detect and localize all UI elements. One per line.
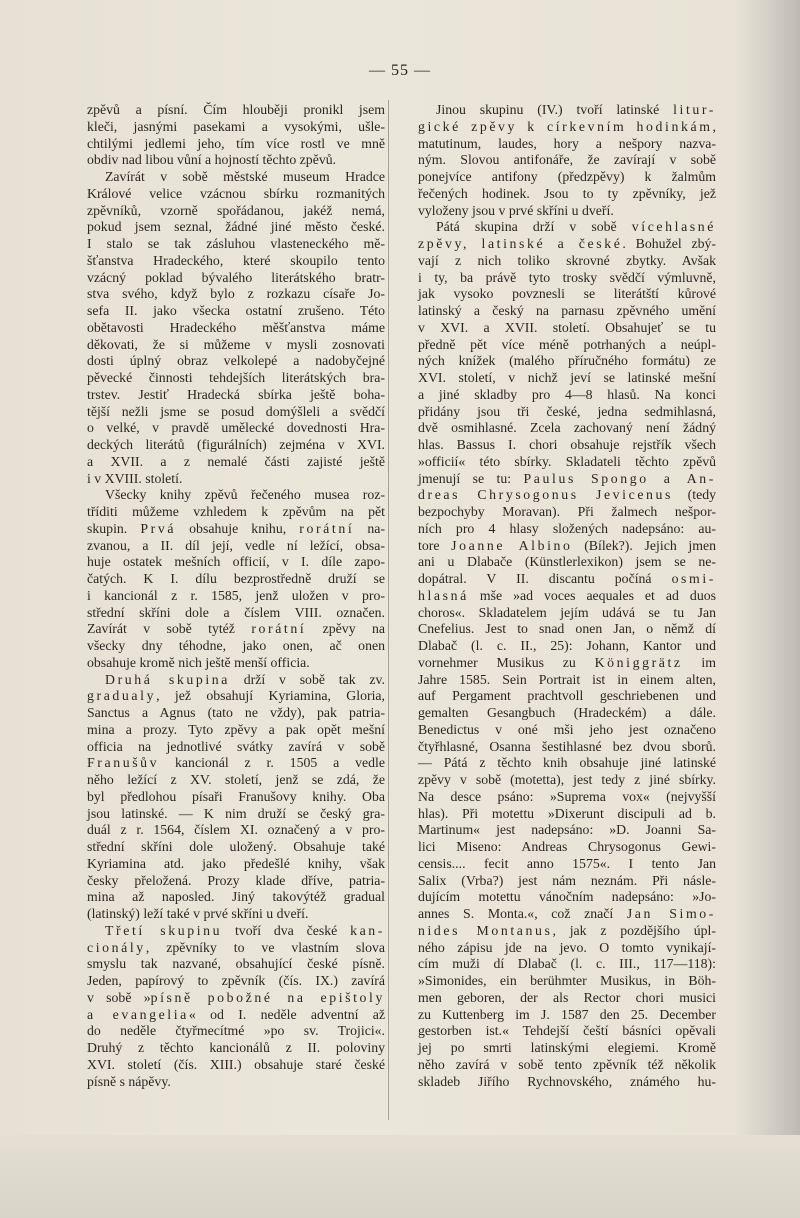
text-segment: mše »ad voces aequales et ad duos — [468, 587, 716, 603]
text-segment: , — [712, 118, 716, 134]
text-segment: tvoří dva české — [222, 922, 351, 938]
text-segment: zpěvy na — [306, 621, 385, 637]
text-segment: tore — [418, 537, 452, 553]
paragraph — [418, 219, 716, 1090]
text-line: — Pátá z těchto knih obsahuje jiné latinské — [418, 755, 716, 771]
text-line: obdiv nad libou vůní a hojností těchto zpěvů. — [87, 152, 337, 168]
text-line: zpěvy v sobě (motetta), jest tedy z jiné sbírky. — [418, 772, 716, 787]
text-line: hlas. Bassus I. chori obsahuje rejstřík všech — [418, 437, 716, 452]
text-line: obětavosti Hradeckého měšťanstva máme — [87, 319, 385, 335]
text-line: lici Miseno: Andreas Chrysogonus Gewi- — [418, 839, 716, 854]
text-line: officia na jednotlivé svátky zavírá v sobě — [87, 738, 385, 754]
text-segment: Jinou skupinu (IV.) tvoří latinské — [436, 102, 674, 117]
text-segment: kancionál z r. 1505 a vedle — [159, 755, 385, 771]
spaced-emphasis: vícehlasné — [631, 219, 716, 235]
spaced-emphasis: rorátní — [251, 621, 307, 637]
text-line: a XVII. a z nemalé části zajisté ještě — [87, 453, 385, 469]
text-line: skladeb Jiřího Rychnovského, známého hu- — [418, 1073, 716, 1089]
spaced-emphasis: nides Montanus — [418, 922, 553, 938]
text-line: bezpochyby Moravan). Při žalmech nešpor- — [418, 504, 716, 519]
text-line — [87, 672, 385, 689]
text-line: děkovati, že si můžeme v mysli zosnovati — [87, 336, 385, 352]
text-segment: v sobě » — [87, 989, 151, 1005]
text-line: předně pět více méně potrhaných a neúpl- — [418, 336, 716, 352]
left-column — [87, 102, 385, 1090]
text-line: hlas). Při motettu »Dixerunt discipuli ad b. — [418, 805, 716, 821]
spaced-emphasis: Jan Simo- — [626, 906, 716, 921]
text-line — [418, 236, 716, 253]
spaced-emphasis: gické zpěvy k církevním hodinkám — [418, 118, 713, 134]
text-line: Martinum« jest nadepsáno: »D. Joanni Sa- — [418, 822, 716, 838]
spaced-emphasis: Prvá — [140, 520, 177, 536]
text-line: vají z nich toliko skrovné zbytky. Avšak — [418, 252, 716, 268]
text-line: tříditi můžeme vzhledem k zpěvům na pět — [87, 504, 385, 519]
text-line: vzácný poklad bývalého literátského bratr- — [87, 269, 385, 285]
text-line: i v XVIII. století. — [87, 470, 183, 486]
text-line: Salix (Vrba?) jest nám neznám. Při násle- — [418, 872, 716, 888]
text-line: do neděle čtyřmecítmé »po sv. Trojici«. — [87, 1023, 385, 1039]
text-line: duál z r. 1564, číslem XI. označený a v pro- — [87, 822, 385, 838]
text-line: ponejvíce antifony (předzpěvy) k žalmům — [418, 169, 716, 184]
text-line — [87, 923, 385, 940]
text-line: smyslu tak nazvané, obsahující české písně. — [87, 956, 385, 972]
spaced-emphasis: hlasná — [418, 587, 469, 603]
text-line: ných knížek (malého příručného formátu) ze — [418, 353, 716, 369]
text-line: i ty, ba právě tyto trosky svědčí výmluvně, — [418, 269, 716, 285]
text-line — [87, 1007, 385, 1024]
text-line — [418, 102, 716, 119]
spaced-emphasis: Třetí skupinu — [105, 922, 223, 938]
paragraph — [87, 923, 385, 1091]
text-line: Všecky knihy zpěvů řečeného musea roz- — [105, 487, 385, 503]
text-line — [418, 471, 716, 488]
text-line: mina a prozy. Tyto zpěvy a pak opět mešní — [87, 721, 385, 737]
text-segment: Zavírát v sobě tytéž — [87, 621, 252, 637]
spaced-emphasis: rorátní — [299, 520, 355, 536]
text-line: choros«. Skladatelem jejím udává se tu Jan — [418, 604, 716, 620]
spaced-emphasis: Druhá skupina — [105, 671, 230, 687]
text-line: byl předlohou písaři Franušovy knihy. Oba — [87, 788, 385, 804]
text-line — [418, 219, 716, 236]
spaced-emphasis: Paulus Spongo a An- — [523, 470, 716, 486]
text-line: střední skříni dole uložený. Obsahuje také — [87, 839, 385, 854]
text-line: řečených hodinek. Jsou to ty zpěvníky, jež — [418, 185, 716, 201]
text-segment: annes S. Monta.«, což značí — [418, 906, 627, 921]
text-line — [418, 538, 716, 555]
text-line: kleči, jasnými pasekami a vysokými, ušle- — [87, 118, 385, 134]
text-line: Králové velice vzácnou sbírku rozmanitých — [87, 185, 385, 201]
text-segment: Pátá skupina drží v sobě — [436, 219, 632, 235]
scan-bottom-shadow — [0, 1135, 800, 1218]
text-line: cím muži dí Dlabač (l. c. III., 117—118): — [418, 956, 716, 972]
paragraph — [418, 102, 716, 219]
text-line: jej po smrti latinskými elegiemi. Kromě — [418, 1040, 716, 1055]
text-line — [418, 119, 716, 136]
text-segment: skupin. — [87, 520, 141, 536]
text-line: tější nežli jsme se posud domýšleli a svědčí — [87, 403, 385, 419]
text-line: Na desce psáno: »Suprema vox« (nejvyšší — [418, 788, 716, 804]
text-line: XVI. století (čís. XIII.) obsahuje staré české — [87, 1056, 385, 1072]
text-line — [87, 621, 385, 638]
text-line: gemalten Gesangbuch (Hradeckém) a dále. — [418, 705, 716, 720]
text-line: vyloženy jsou v prvé skříni u dveří. — [418, 202, 614, 218]
text-segment: vornehmer Musikus zu — [418, 654, 595, 670]
text-line: zpěvníků, vzorně spořádanou, jakéž nemá, — [87, 202, 385, 218]
text-segment: . Bohužel zbý- — [622, 236, 716, 251]
text-segment: im — [682, 654, 716, 670]
text-line: I stalo se tak zásluhou vlasteneckého mě- — [87, 236, 385, 251]
text-segment: (Bílek?). Jejich jmen — [572, 537, 716, 553]
spaced-emphasis: Franušův — [87, 755, 160, 771]
text-line: sefa II. jako všecka ostatní zrušeno. Této — [87, 303, 385, 318]
text-line — [418, 923, 716, 940]
text-line: matutinum, laudes, hory a nešpory nazva- — [418, 135, 716, 151]
text-line: a jiné skladby pro 4—8 hlasů. Na konci — [418, 386, 716, 402]
text-line: čatých. K I. dílu bezprostředně druží se — [87, 571, 385, 586]
text-segment: jmenují se tu: — [418, 470, 524, 486]
text-line: přidány jsou tři české, jedna sedmihlasná, — [418, 403, 716, 419]
column-divider — [388, 100, 389, 1120]
spaced-emphasis: dreas Chrysogonus Jevicenus — [418, 487, 674, 503]
text-segment: dopátral. V II. discantu počíná — [418, 571, 672, 586]
text-line: gestorben ist.« Tehdejší čeští básníci opěvali — [418, 1023, 716, 1039]
text-segment: obsahuje knihu, — [176, 520, 300, 536]
text-line: latinský a český na parnasu zpěvného umění — [418, 303, 716, 318]
spaced-emphasis: gradualy — [87, 688, 157, 704]
paragraph — [87, 487, 385, 671]
text-line: zpěvů a písní. Čím hlouběji pronikl jsem — [87, 102, 385, 117]
text-line: trstev. Jestiť Hradecká sbírka ještě boha- — [87, 386, 385, 402]
text-segment: na- — [354, 520, 385, 536]
page-number: — 55 — — [369, 62, 431, 79]
text-line: Jeden, papírový to zpěvník (čís. IX.) zavírá — [87, 973, 385, 988]
text-line — [418, 571, 716, 588]
text-line: (latinský) leží také v prvé skříni u dveří. — [87, 906, 309, 921]
spaced-emphasis: kan- — [350, 922, 385, 938]
text-line: v XVI. a XVII. století. Obsahujeť se tu — [418, 319, 716, 335]
text-line: Druhý z těchto kancionálů z II. poloviny — [87, 1040, 385, 1055]
spaced-emphasis: zpěvy, latinské a české — [418, 236, 623, 251]
text-segment: drží v sobě tak zv. — [229, 671, 385, 687]
text-line: men geboren, der als Rector chori musici — [418, 989, 716, 1005]
text-line: dosti úplný obraz velkolepé a nadobyčejné — [87, 353, 385, 369]
text-line: zu Kuttenberg im J. 1587 den 25. December — [418, 1006, 716, 1022]
text-line: všecky dny téhodne, jako onen, ač onen — [87, 638, 385, 653]
text-line: »Simonides, ein berühmter Musikus, in Böh- — [418, 973, 716, 988]
text-segment: « od I. neděle adventní až — [188, 1006, 385, 1022]
spaced-emphasis: Joanne Albino — [451, 537, 573, 553]
text-line: ným. Slovou antifonáře, že zavírají v sobě — [418, 152, 716, 168]
text-line: deckých literátů (figurálních) zejména v XVI. — [87, 437, 385, 452]
text-line: auf Pergament prachtvoll geschriebenen und — [418, 688, 716, 704]
right-column — [418, 102, 716, 1090]
text-line — [418, 906, 716, 923]
text-line: Dlabač (l. c. II., 25): Johann, Kantor und — [418, 638, 716, 653]
text-line: Cnefelius. Jest to snad onen Jan, o němž dí — [418, 621, 716, 637]
text-line: Zavírát v sobě městské museum Hradce — [105, 169, 385, 184]
spaced-emphasis: osmi- — [671, 571, 716, 586]
text-line — [87, 990, 385, 1007]
text-line: obsahuje kromě nich ještě menší officia. — [87, 654, 310, 670]
text-line: dujícím motettu vánočním nadepsáno: »Jo- — [418, 889, 716, 905]
text-line: i kancionál z r. 1585, jenž uložen v pro- — [87, 587, 385, 603]
paragraph — [87, 169, 385, 487]
text-line: mina až naposled. Jiný takovýtéž gradual — [87, 889, 385, 905]
text-line: XVI. století, v nichž jeví se latinské mešní — [418, 370, 716, 385]
text-line: jsou latinské. — K nim druží se český gra- — [87, 805, 385, 821]
text-line — [418, 655, 716, 672]
text-line: ních pro 4 hlasy složených nadepsáno: au- — [418, 520, 716, 536]
spaced-emphasis: Königgrätz — [594, 654, 683, 670]
text-line: jak vysoko povznesli se literátští kůrové — [418, 286, 716, 302]
text-line: pokud jsem seznal, žádné jiné město české. — [87, 219, 385, 235]
text-line: Kyriamina atd. jako předešlé knihy, však — [87, 855, 385, 871]
text-line: česky přeložená. Prozy klade dříve, patria- — [87, 872, 385, 888]
text-line: šťanstva Hradeckého, které skoupilo tento — [87, 252, 385, 268]
text-line — [87, 688, 385, 705]
text-line: dvě osmihlasné. Zcela zachovaný není žádný — [418, 420, 716, 436]
text-line: Sanctus a Agnus (tato ne vždy), pak patria- — [87, 705, 385, 720]
text-line: něho ležící z XV. století, jenž se zdá, že — [87, 772, 385, 787]
text-segment: (tedy — [673, 487, 716, 503]
text-line: stva svého, když bylo z rozkazu císaře Jo- — [87, 286, 385, 302]
text-line: pěvecké činnosti tehdejších literátských bra- — [87, 370, 385, 385]
text-line: střední skříni dole a číslem VIII. označen. — [87, 604, 385, 620]
spaced-emphasis: písně pobožné na epištoly — [150, 989, 385, 1005]
text-line — [87, 940, 385, 957]
text-segment: , jež obsahují Kyriamina, Gloria, — [156, 688, 385, 704]
text-line: chtilými jedlemi jeho, tím více rostl ve mně — [87, 135, 385, 151]
spaced-emphasis: a evangelia — [87, 1006, 189, 1022]
text-line: »officií« této sbírky. Skladateli těchto zpěvů — [418, 453, 716, 469]
text-line: ného zápisu jde na jevo. O tomto vynikají- — [418, 939, 716, 955]
text-segment: , jak z pozdějšího úpl- — [552, 922, 716, 938]
spaced-emphasis: cionály — [87, 939, 146, 955]
spaced-emphasis: litur- — [673, 102, 716, 117]
paragraph — [87, 672, 385, 923]
text-line — [418, 588, 716, 605]
paragraph — [87, 102, 385, 169]
text-line: Jahre 1585. Sein Portrait ist in einem alten, — [418, 671, 716, 687]
text-line: čtyřhlasné, Osanna šestihlasné bez dvou sborů. — [418, 738, 716, 754]
text-line — [87, 755, 385, 772]
text-line: něho zavírá v sobě tento zpěvník též několik — [418, 1056, 716, 1072]
text-line: o velké, v pravdě umělecké dovednosti Hra- — [87, 420, 385, 436]
text-line: Benedictus v oné mši jeho jest označeno — [418, 721, 716, 737]
text-line — [418, 487, 716, 504]
text-line: huje ostatek mešních officií, v I. díle zapo- — [87, 554, 385, 570]
text-line: censis.... fecit anno 1575«. I tento Jan — [418, 855, 716, 871]
text-line: zvanou, a II. díl její, vedle ní ležící, obsa- — [87, 537, 385, 553]
text-segment: , zpěvníky to ve vlastním slova — [145, 939, 385, 955]
text-line: ani u Dlabače (Künstlerlexikon) jsem se ne- — [418, 554, 716, 570]
text-line: písně s nápěvy. — [87, 1073, 171, 1089]
text-line — [87, 521, 385, 538]
